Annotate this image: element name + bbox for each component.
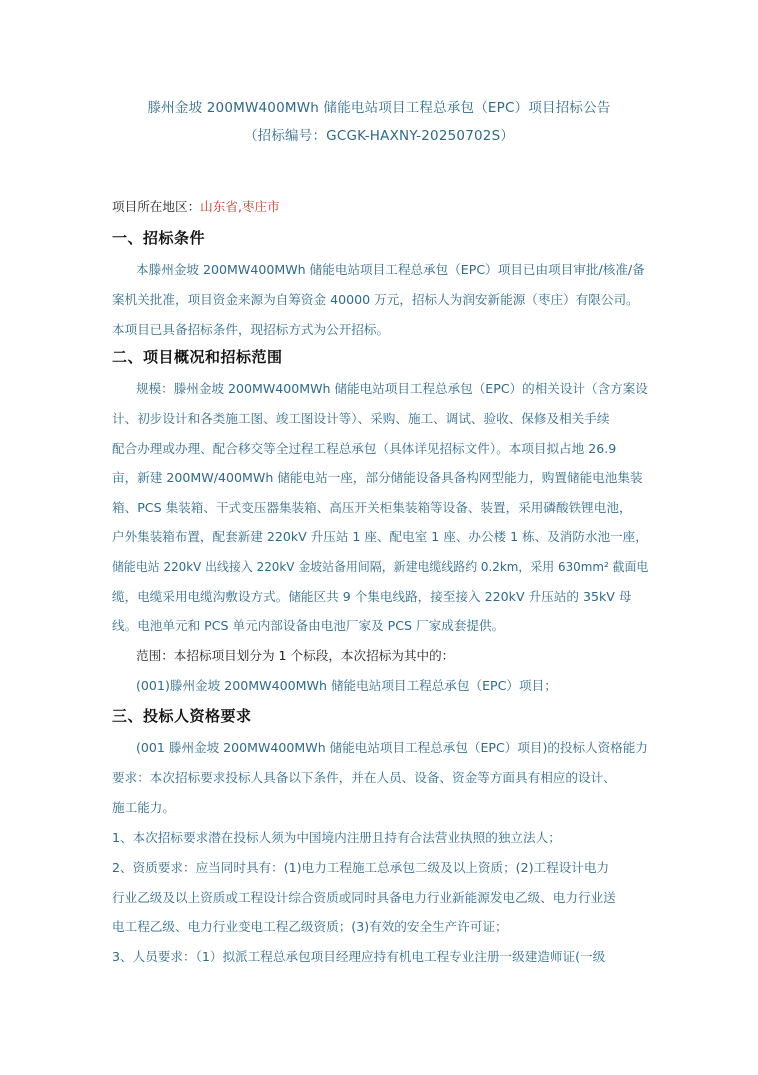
region-value: 山东省,枣庄市 <box>200 199 280 214</box>
paragraph-line: 户外集装箱布置，配套新建 220kV 升压站 1 座、配电室 1 座、办公楼 1 栋、及消防水池一座， <box>112 529 648 544</box>
paragraph-line: 储能电站 220kV 出线接入 220kV 金坡站备用间隔，新建电缆线路约 0.2km，采用 630mm² 截面电 <box>112 559 649 574</box>
paragraph-line: 3、人员要求：（1）拟派工程总承包项目经理应持有机电工程专业注册一级建造师证(一级 <box>112 949 606 964</box>
paragraph-line: (001 滕州金坡 200MW400MWh 储能电站项目工程总承包（EPC）项目)的投标人资格能力 <box>136 740 648 755</box>
paragraph-line: 范围：本招标项目划分为 1 个标段，本次招标为其中的： <box>136 648 455 663</box>
tender-number: （招标编号：GCGK-HAXNY-20250702S） <box>243 128 515 144</box>
section-heading-overview: 二、项目概况和招标范围 <box>112 348 283 366</box>
paragraph-line: 本滕州金坡 200MW400MWh 储能电站项目工程总承包（EPC）项目已由项目审批/核准/备 <box>136 262 645 277</box>
region-label: 项目所在地区： <box>112 199 201 214</box>
page-title: 滕州金坡 200MW400MWh 储能电站项目工程总承包（EPC）项目招标公告 <box>147 100 611 116</box>
paragraph-line: 1、本次招标要求潜在投标人须为中国境内注册且持有合法营业执照的独立法人； <box>112 830 561 845</box>
paragraph-line: 要求：本次招标要求投标人具备以下条件，并在人员、设备、资金等方面具有相应的设计、 <box>112 770 616 785</box>
paragraph-line: 2、资质要求：应当同时具有：(1)电力工程施工总承包二级及以上资质；(2)工程设计电力 <box>112 860 610 875</box>
paragraph-line: 线。电池单元和 PCS 单元内部设备由电池厂家及 PCS 厂家成套提供。 <box>112 618 505 633</box>
paragraph-line: 施工能力。 <box>112 800 175 815</box>
paragraph-line: 计、初步设计和各类施工图、竣工图设计等）、采购、施工、调试、验收、保修及相关手续 <box>112 411 610 426</box>
paragraph-line: 箱、PCS 集装箱、干式变压器集装箱、高压开关柜集装箱等设备、装置，采用磷酸铁锂电池， <box>112 500 632 515</box>
paragraph-line: 案机关批准，项目资金来源为自筹资金 40000 万元，招标人为润安新能源（枣庄）有限公司。 <box>112 292 639 307</box>
paragraph-line: 行业乙级及以上资质或工程设计综合资质或同时具备电力行业新能源发电乙级、电力行业送 <box>112 890 616 905</box>
paragraph-line: 配合办理或办理、配合移交等全过程工程总承包（具体详见招标文件）。本项目拟占地 26.9 <box>112 441 617 456</box>
paragraph-line: 规模：滕州金坡 200MW400MWh 储能电站项目工程总承包（EPC）的相关设计（含方案设 <box>136 381 648 396</box>
paragraph-line: 亩，新建 200MW/400MWh 储能电站一座，部分储能设备具备构网型能力，购置储能电池集装 <box>112 470 643 485</box>
region-line <box>112 196 280 215</box>
paragraph-line: 电工程乙级、电力行业变电工程乙级资质；(3)有效的安全生产许可证； <box>112 919 508 934</box>
paragraph-line: 缆，电缆采用电缆沟敷设方式。储能区共 9 个集电线路，接至接入 220kV 升压站的 35kV 母 <box>112 589 632 604</box>
paragraph-line: 本项目已具备招标条件，现招标方式为公开招标。 <box>112 322 390 337</box>
lot-item: (001)滕州金坡 200MW400MWh 储能电站项目工程总承包（EPC）项目； <box>136 678 557 693</box>
section-heading-conditions: 一、招标条件 <box>112 229 206 247</box>
section-heading-qualification: 三、投标人资格要求 <box>112 707 252 725</box>
